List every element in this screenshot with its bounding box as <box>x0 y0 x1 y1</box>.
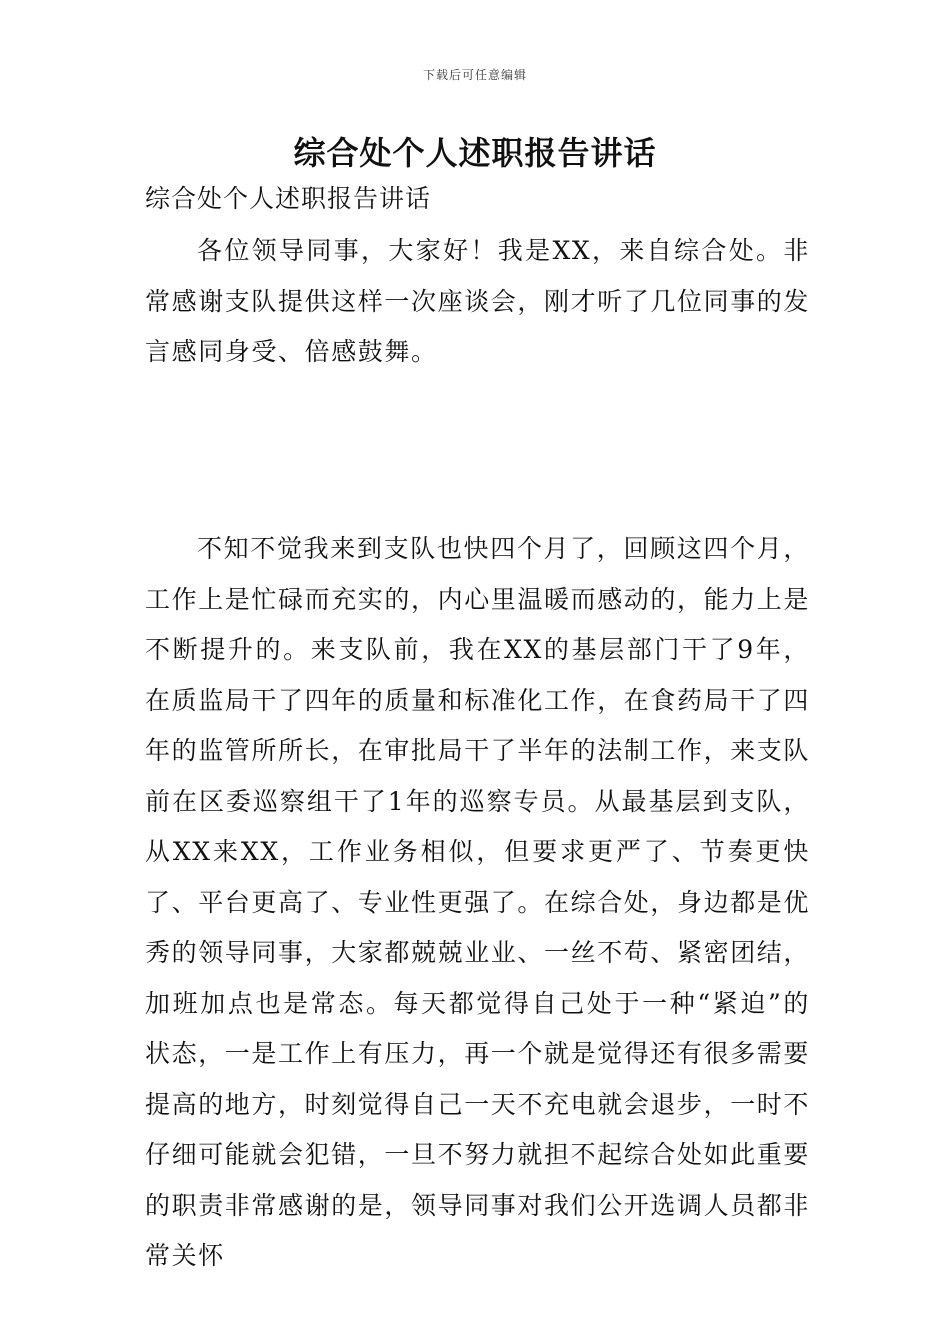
paragraph-work-review: 不知不觉我来到支队也快四个月了，回顾这四个月，工作上是忙碌而充实的，内心里温暖而感动的，能力上是不断提升的。来支队前，我在XX的基层部门干了9年，在质监局干了四年的质量和标准化工作，在食药局干了四年的监管所所长，在审批局干了半年的法制工作，来支队前在区委巡察组干了1年的巡察专员。从最基层到支队，从XX来XX，工作业务相似，但要求更严了、节奏更快了、平台更高了、专业性更强了。在综合处，身边都是优秀的领导同事，大家都兢兢业业、一丝不苟、紧密团结，加班加点也是常态。每天都觉得自己处于一种“紧迫”的状态，一是工作上有压力，再一个就是觉得还有很多需要提高的地方，时刻觉得自己一天不充电就会退步，一时不仔细可能就会犯错，一旦不努力就担不起综合处如此重要的职责非常感谢的是，领导同事对我们公开选调人员都非常关怀 <box>145 534 811 1270</box>
paragraph-greeting: 各位领导同事，大家好！我是XX，来自综合处。非常感谢支队提供这样一次座谈会，刚才听了几位同事的发言感同身受、倍感鼓舞。 <box>145 236 811 366</box>
document-subtitle: 综合处个人述职报告讲话 <box>145 184 432 213</box>
document-title: 综合处个人述职报告讲话 <box>293 134 657 172</box>
header-note: 下载后可任意编辑 <box>422 68 527 82</box>
